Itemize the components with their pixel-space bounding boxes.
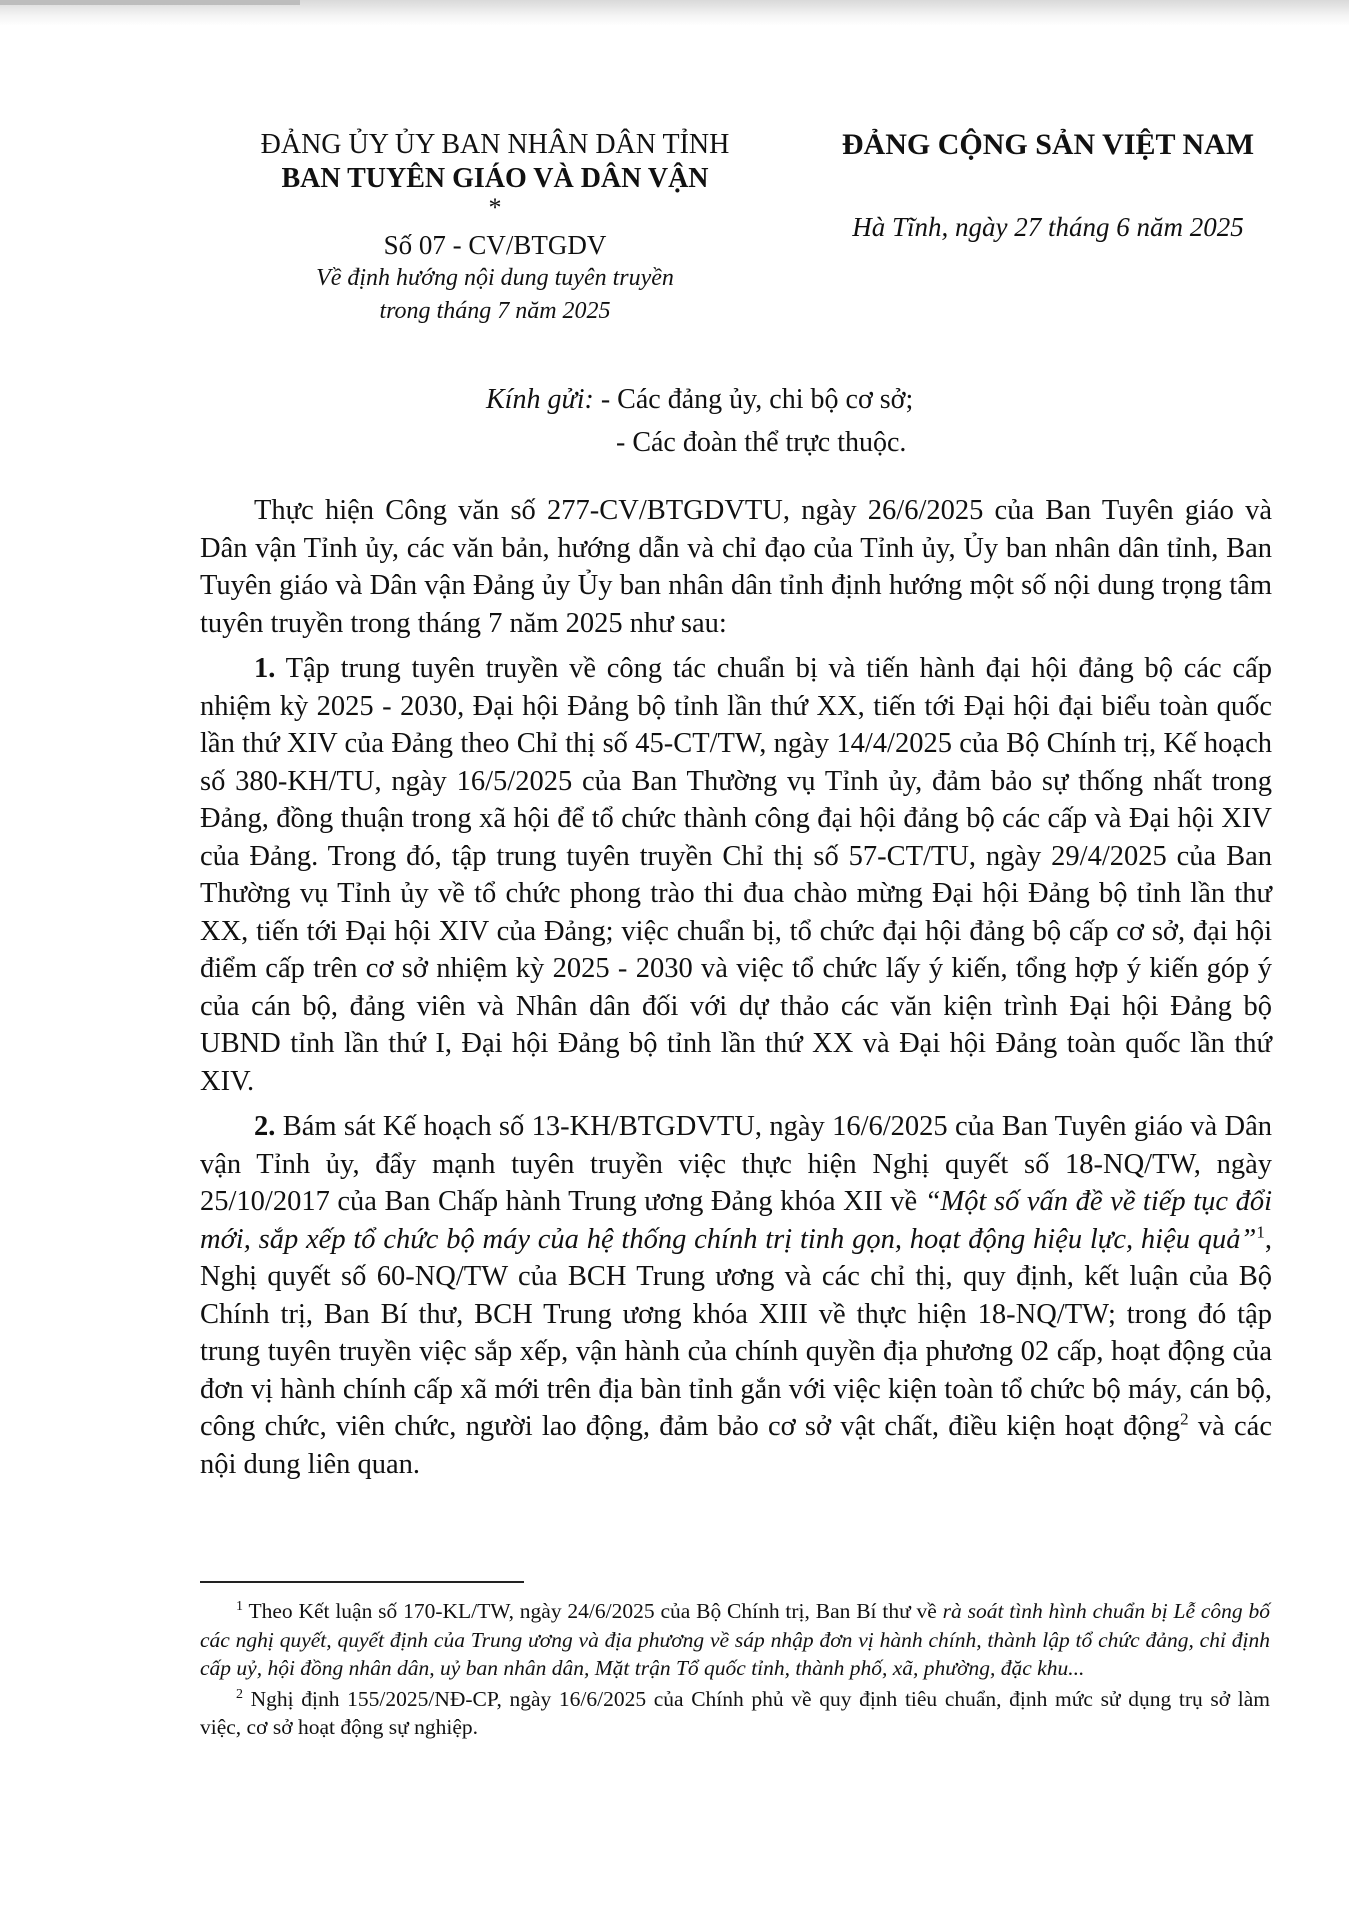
item-2-text-a: Bám sát Kế hoạch số 13-KH/BTGDVTU, ngày 16/6/2025 của Ban Tuyên giáo và Dân vận Tỉnh ủy, đẩy mạnh tuyên truyền việc thực hiện Nghị quyết số 18-NQ/TW, ngày 25/10/2017 của Ban Chấp hành Trung ương Đảng khóa XII về [200, 1111, 1272, 1217]
recipients-block [486, 378, 913, 464]
item-2-quote: “Một số vấn đề về tiếp tục đổi mới, sắp xếp tổ chức bộ máy của hệ thống chính trị tinh gọn, hoạt động hiệu lực, hiệu quả” [200, 1186, 1273, 1255]
agency-name: BAN TUYÊN GIÁO VÀ DÂN VẬN [281, 163, 709, 194]
subject-line-1: Về định hướng nội dung tuyên truyền [316, 265, 674, 291]
footnote-ref-2: 2 [1180, 1409, 1189, 1429]
item-1-text: Tập trung tuyên truyền về công tác chuẩn bị và tiến hành đại hội đảng bộ các cấp nhiệm kỳ 2025 - 2030, Đại hội Đảng bộ tỉnh lần thứ XX, tiến tới Đại hội đại biểu toàn quốc lần thứ XIV của Đảng theo Chỉ thị số 45-CT/TW, ngày 14/4/2025 của Bộ Chính trị, Kế hoạch số 380-KH/TU, ngày 16/5/2025 của Ban Thường vụ Tỉnh ủy, đảm bảo sự thống nhất trong Đảng, đồng thuận trong xã hội để tổ chức thành công đại hội đảng bộ các cấp và Đại hội XIV của Đảng. Trong đó, tập trung tuyên truyền Chỉ thị số 57-CT/TU, ngày 29/4/2025 của Ban Thường vụ Tỉnh ủy về tổ chức phong trào thi đua chào mừng Đại hội Đảng bộ tỉnh lần thư XX, tiến tới Đại hội XIV của Đảng; việc chuẩn bị, tổ chức đại hội đảng bộ cấp cơ sở, đại hội điểm cấp trên cơ sở nhiệm kỳ 2025 - 2030 và việc tổ chức lấy ý kiến, tổng hợp ý kiến góp ý của cán bộ, đảng viên và Nhân dân đối với dự thảo các văn kiện trình Đại hội Đảng bộ UBND tỉnh lần thứ I, Đại hội Đảng bộ tỉnh lần thứ XX và Đại hội Đảng toàn quốc lần thứ XIV. [200, 653, 1272, 1097]
star-separator: * [488, 193, 502, 222]
footnotes [200, 1597, 1270, 1744]
scan-edge-dark [0, 0, 300, 5]
party-header-block [818, 128, 1278, 243]
footnote-1-italic: rà soát tình hình chuẩn bị Lễ công bố các nghị quyết, quyết định của Trung ương và địa phương về sáp nhập đơn vị hành chính, thành lập tổ chức đảng, chỉ định cấp uỷ, hội đồng nhân dân, uỷ ban nhân dân, Mặt trận Tổ quốc tỉnh, thành phố, xã, phường, đặc khu... [200, 1599, 1270, 1680]
document-number: Số 07 - CV/BTGDV [383, 230, 607, 260]
footnote-2 [200, 1685, 1270, 1742]
item-2-number: 2. [254, 1111, 276, 1142]
footnote-2-number: 2 [236, 1686, 243, 1702]
footnote-1-number: 1 [236, 1598, 243, 1614]
agency-parent: ĐẢNG ỦY ỦY BAN NHÂN DÂN TỈNH [260, 129, 730, 160]
item-2-text-b: , Nghị quyết số 60-NQ/TW của BCH Trung ương và các chỉ thị, quy định, kết luận của Bộ Chính trị, Ban Bí thư, BCH Trung ương khóa XIII về thực hiện 18-NQ/TW; trong đó tập trung tuyên truyền việc sắp xếp, vận hành của chính quyền địa phương 02 cấp, hoạt động của đơn vị hành chính cấp xã mới trên địa bàn tỉnh gắn với việc kiện toàn tổ chức bộ máy, cán bộ, công chức, viên chức, người lao động, đảm bảo cơ sở vật chất, điều kiện hoạt động [200, 1223, 1272, 1442]
item-2-paragraph [200, 1108, 1272, 1483]
subject-line-2: trong tháng 7 năm 2025 [379, 298, 611, 324]
recipients-label: Kính gửi: [486, 384, 594, 415]
party-name: ĐẢNG CỘNG SẢN VIỆT NAM [841, 128, 1255, 161]
item-1-paragraph [200, 650, 1272, 1100]
intro-paragraph: Thực hiện Công văn số 277-CV/BTGDVTU, ngày 26/6/2025 của Ban Tuyên giáo và Dân vận Tỉnh ủy, các văn bản, hướng dẫn và chỉ đạo của Tỉnh ủy, Ủy ban nhân dân tỉnh, Ban Tuyên giáo và Dân vận Đảng ủy Ủy ban nhân dân tỉnh định hướng một số nội dung trọng tâm tuyên truyền trong tháng 7 năm 2025 như sau: [200, 495, 1272, 639]
footnote-ref-1: 1 [1256, 1222, 1265, 1241]
issuing-agency-block [200, 128, 790, 328]
footnote-1-text: Theo Kết luận số 170-KL/TW, ngày 24/6/2025 của Bộ Chính trị, Ban Bí thư về [243, 1599, 943, 1623]
recipient-line-1 [486, 378, 913, 421]
recipient-2: - Các đoàn thể trực thuộc. [616, 427, 907, 458]
footnote-2-text: Nghị định 155/2025/NĐ-CP, ngày 16/6/2025 của Chính phủ về quy định tiêu chuẩn, định mức sử dụng trụ sở làm việc, cơ sở hoạt động sự nghiệp. [200, 1686, 1270, 1739]
place-date: Hà Tĩnh, ngày 27 tháng 6 năm 2025 [852, 212, 1244, 242]
footnote-divider [200, 1581, 524, 1583]
item-1-number: 1. [254, 653, 276, 684]
item-2-text-c: và các nội dung liên quan. [200, 1411, 1272, 1480]
recipient-1: - Các đảng ủy, chi bộ cơ sở; [600, 384, 914, 415]
footnote-1 [200, 1597, 1270, 1683]
document-body [200, 492, 1272, 1491]
